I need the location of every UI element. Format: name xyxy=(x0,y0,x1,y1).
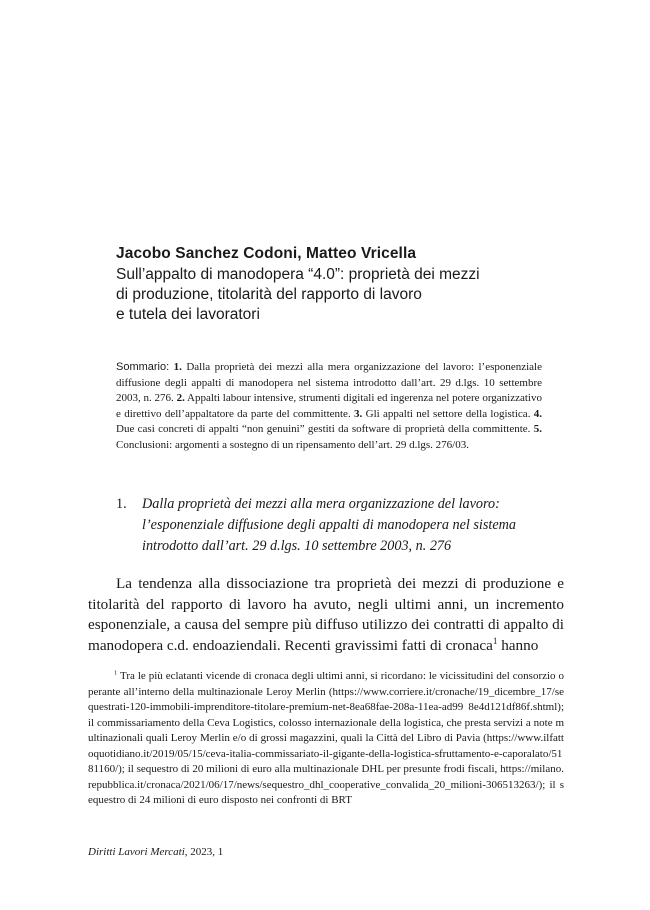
article-authors: Jacobo Sanchez Codoni, Matteo Vricella xyxy=(116,245,417,262)
summary-item-text: Dalla proprietà dei mezzi alla mera organizzazione del lavoro: l’esponenziale diffusione degli appalti di manodopera nel sistema introdotto dall’art. 29 d.lgs. 10 settembre 2003, n. 276. xyxy=(116,361,542,405)
title-line: Sull’appalto di manodopera “4.0”: proprietà dei mezzi xyxy=(116,266,480,283)
body-paragraph xyxy=(88,574,564,656)
summary-item-number: 1. xyxy=(173,361,182,373)
journal-name: Diritti Lavori Mercati xyxy=(88,846,185,858)
summary-item-text: Conclusioni: argomenti a sostegno di un ripensamento dell’art. 29 d.lgs. 276/03. xyxy=(116,438,469,451)
footnote xyxy=(88,669,564,809)
summary-item-text: Gli appalti nel settore della logistica. xyxy=(365,407,531,420)
summary-item-text: Appalti labour intensive, strumenti digitali ed ingerenza nel potere organizzativo e direttivo dell’appaltatore da parte del committente. xyxy=(116,392,542,420)
footnote-reference: 1 xyxy=(492,635,498,646)
footnote-text: Tra le più eclatanti vicende di cronaca degli ultimi anni, si ricordano: le vicissitudini del consorzio operante all’interno della multinazionale Leroy Merlin (https://www.corriere.it/cronache/19_dicembre_17/sequestrati-120-immobili-imprenditore-titolare-premium-net-8ea68fae-208a-11ea-ad99 8e4d121df86f.shtml); il commissariamento della Ceva Logistics, colosso internazionale della logistica, che presta servizi a note multinazionali quali Leroy Merlin e/o di grossi magazzini, quali la Città del Libro di Pavia (https://www.ilfattoquotidiano.it/2019/05/15/ceva-italia-commissariato-il-gigante-della-logistica-sfruttamento-e-caporalato/5181160/); il sequestro di 20 milioni di euro alla multinazionale DHL per presunte frodi fiscali, https://milano.repubblica.it/cronaca/2021/06/17/news/sequestro_dhl_cooperative_convalida_20_milioni-306513263/); il sequestro di 24 milioni di euro disposto nei confronti di BRT xyxy=(88,670,564,806)
section-heading xyxy=(116,494,552,557)
title-line: di produzione, titolarità del rapporto di lavoro xyxy=(116,286,422,303)
journal-issue: , 2023, 1 xyxy=(184,846,224,858)
summary-item-number: 2. xyxy=(176,392,185,405)
summary-block xyxy=(116,360,542,454)
body-text: La tendenza alla dissociazione tra proprietà dei mezzi di produzione e titolarità del rapporto di lavoro ha avuto, negli ultimi anni, un incremento esponenziale, a causa del sempre più diffuso utilizzo dei contratti di appalto di manodopera c.d. endoaziendali. Recenti gravissimi fatti di cronaca xyxy=(88,575,564,654)
summary-item-number: 5. xyxy=(533,423,542,436)
section-number: 1. xyxy=(116,496,127,512)
summary-item-number: 3. xyxy=(354,407,363,420)
article-title xyxy=(116,265,576,325)
section-title: Dalla proprietà dei mezzi alla mera organizzazione del lavoro: l’esponenziale diffusione degli appalti di manodopera nel sistema introdotto dall’art. 29 d.lgs. 10 settembre 2003, n. 276 xyxy=(142,496,516,554)
summary-item-number: 4. xyxy=(533,407,543,420)
journal-footer xyxy=(88,846,223,858)
body-text-continued: hanno xyxy=(497,636,539,654)
title-line: e tutela dei lavoratori xyxy=(116,306,260,323)
footnote-number: 1 xyxy=(114,669,118,677)
summary-item-text: Due casi concreti di appalti “non genuini” gestiti da software di proprietà della committente. xyxy=(116,423,531,436)
summary-label: Sommario: xyxy=(116,361,170,373)
